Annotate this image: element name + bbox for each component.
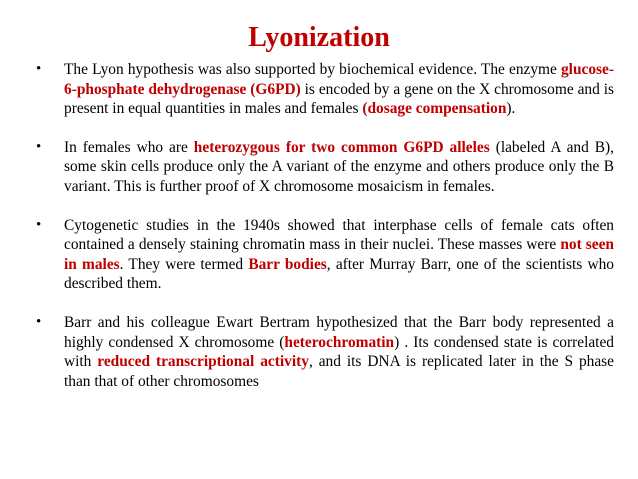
bullet-text: In females who are <box>64 138 194 156</box>
slide-title: Lyonization <box>248 22 390 53</box>
bullet-marker: • <box>36 216 42 233</box>
bullet-marker: • <box>36 313 42 330</box>
highlight-term: heterozygous for two common G6PD alleles <box>193 138 490 156</box>
bullet-text: is encoded by a gene on the X chromosome and is present in equal quantities in males and females <box>64 80 614 118</box>
highlight-term: reduced transcriptional activity <box>97 353 309 371</box>
highlight-term: heterochromatin <box>284 333 395 351</box>
bullet-text: , after Murray Barr, one of the scientists who described them. <box>64 255 614 293</box>
bullet-text: The Lyon hypothesis was also supported by biochemical evidence. The enzyme <box>64 61 561 78</box>
bullet-item-dosage-compensation <box>36 60 614 119</box>
highlight-term: (dosage compensation <box>362 100 507 118</box>
highlight-term: not seen in males <box>64 236 614 273</box>
bullet-text: . They were termed <box>119 255 249 273</box>
bullet-text: (labeled A and B), some skin cells produce only the A variant of the enzyme and others produce only the B variant. This is further proof of X chromosome mosaicism in females. <box>64 138 614 195</box>
bullet-text: Cytogenetic studies in the 1940s showed that interphase cells of female cats often contained a densely staining chromatin mass in their nuclei. These masses were <box>64 216 614 254</box>
bullet-marker: • <box>36 138 42 155</box>
highlight-term: glucose-6-phosphate dehydrogenase (G6PD) <box>64 61 614 98</box>
bullet-text: , and its DNA is replicated later in the S phase than that of other chromosomes <box>64 353 614 390</box>
bullet-item-barr-bodies <box>36 216 614 294</box>
bullet-item-heterochromatin <box>36 313 614 391</box>
bullet-text: ). <box>506 100 516 118</box>
bullet-item-g6pd-alleles <box>36 138 614 197</box>
bullet-text: Barr and his colleague Ewart Bertram hypothesized that the Barr body represented a highly condensed X chromosome ( <box>64 313 614 351</box>
bullet-list <box>36 60 614 391</box>
bullet-text: ) . Its condensed state is correlated with <box>64 333 614 371</box>
bullet-marker: • <box>36 61 42 77</box>
highlight-term: Barr bodies <box>248 255 327 273</box>
